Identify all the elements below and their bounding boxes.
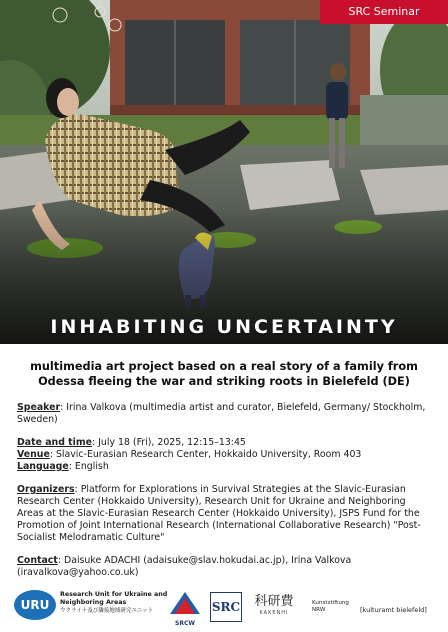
language-text: English <box>74 461 109 472</box>
srcw-emblem-icon <box>168 590 202 616</box>
contact-section: Contact: Daisuke ADACHI (adaisuke@slav.hokudai.ac.jp), Irina Valkova (iravalkova@yahoo.co.uk) <box>17 555 352 578</box>
seminar-badge: SRC Seminar <box>320 0 448 24</box>
srcw-text: SRCW <box>175 620 195 627</box>
event-title: INHABITING UNCERTAINTY <box>50 316 398 338</box>
speaker-label: Speaker <box>17 402 61 413</box>
contact-text: Daisuke ADACHI (adaisuke@slav.hokudai.ac.jp), Irina Valkova (iravalkova@yahoo.co.uk) <box>17 555 352 578</box>
datetime-section: Date and time: July 18 (Fri), 2025, 12:15–13:45 <box>17 437 246 448</box>
uru-line3: ウクライナ及び隣接地域研究ユニット <box>60 608 154 614</box>
venue-label: Venue <box>17 449 50 460</box>
contact-label: Contact <box>17 555 58 566</box>
srcw-logo <box>168 590 202 627</box>
datetime-label: Date and time <box>17 437 93 448</box>
language-label: Language <box>17 461 69 472</box>
kulturamt-logo: [kulturamt bielefeld] <box>360 606 427 614</box>
uru-line2: Neighboring Areas <box>60 599 127 606</box>
kakenhi-kanji: 科研費 <box>254 594 294 609</box>
speaker-section: Speaker: Irina Valkova (multimedia artist and curator, Bielefeld, Germany/ Stockholm, Sweden) <box>17 402 426 425</box>
kakenhi-sub: KAKENHI <box>259 610 289 616</box>
kunststiftung-logo <box>312 600 360 624</box>
venue-text: Slavic-Eurasian Research Center, Hokkaido University, Room 403 <box>55 449 362 460</box>
uru-logo <box>14 588 168 628</box>
organizers-label: Organizers <box>17 484 75 495</box>
kunst-line1: Kunststiftung <box>312 600 349 606</box>
language-section: Language: English <box>17 461 109 472</box>
src-logo: SRC <box>210 592 242 622</box>
uru-mark: URU <box>14 590 56 620</box>
kakenhi-logo <box>250 594 298 624</box>
speaker-text: Irina Valkova (multimedia artist and curator, Bielefeld, Germany/ Stockholm, Sweden) <box>17 402 426 425</box>
kunst-line2: NRW <box>312 607 326 613</box>
organizers-section: Organizers: Platform for Explorations in Survival Strategies at the Slavic-Eurasian Research Center (Hokkaido University), Research Unit for Ukraine and Neighboring Areas at the Slavic-Eurasian Research Center (Hokkaido University), JSPS Fund for the Promotion of Joint International Research (International Collaborative Research) "Post-Socialist Melodramatic Culture" <box>17 484 421 543</box>
event-subtitle: multimedia art project based on a real story of a family from Odessa fleeing the war and striking roots in Bielefeld (DE) <box>30 360 418 388</box>
uru-line1: Research Unit for Ukraine and <box>60 591 168 598</box>
venue-section: Venue: Slavic-Eurasian Research Center, Hokkaido University, Room 403 <box>17 449 362 460</box>
organizers-text: Platform for Explorations in Survival Strategies at the Slavic-Eurasian Research Center (Hokkaido University), Research Unit for Ukraine and Neighboring Areas at the Slavic-Eurasian Research Center (Hokkaido University), JSPS Fund for the Promotion of Joint International Research (International Collaborative Research) "Post-Socialist Melodramatic Culture" <box>17 484 421 543</box>
sponsor-logos <box>0 586 448 632</box>
datetime-text: July 18 (Fri), 2025, 12:15–13:45 <box>98 437 246 448</box>
